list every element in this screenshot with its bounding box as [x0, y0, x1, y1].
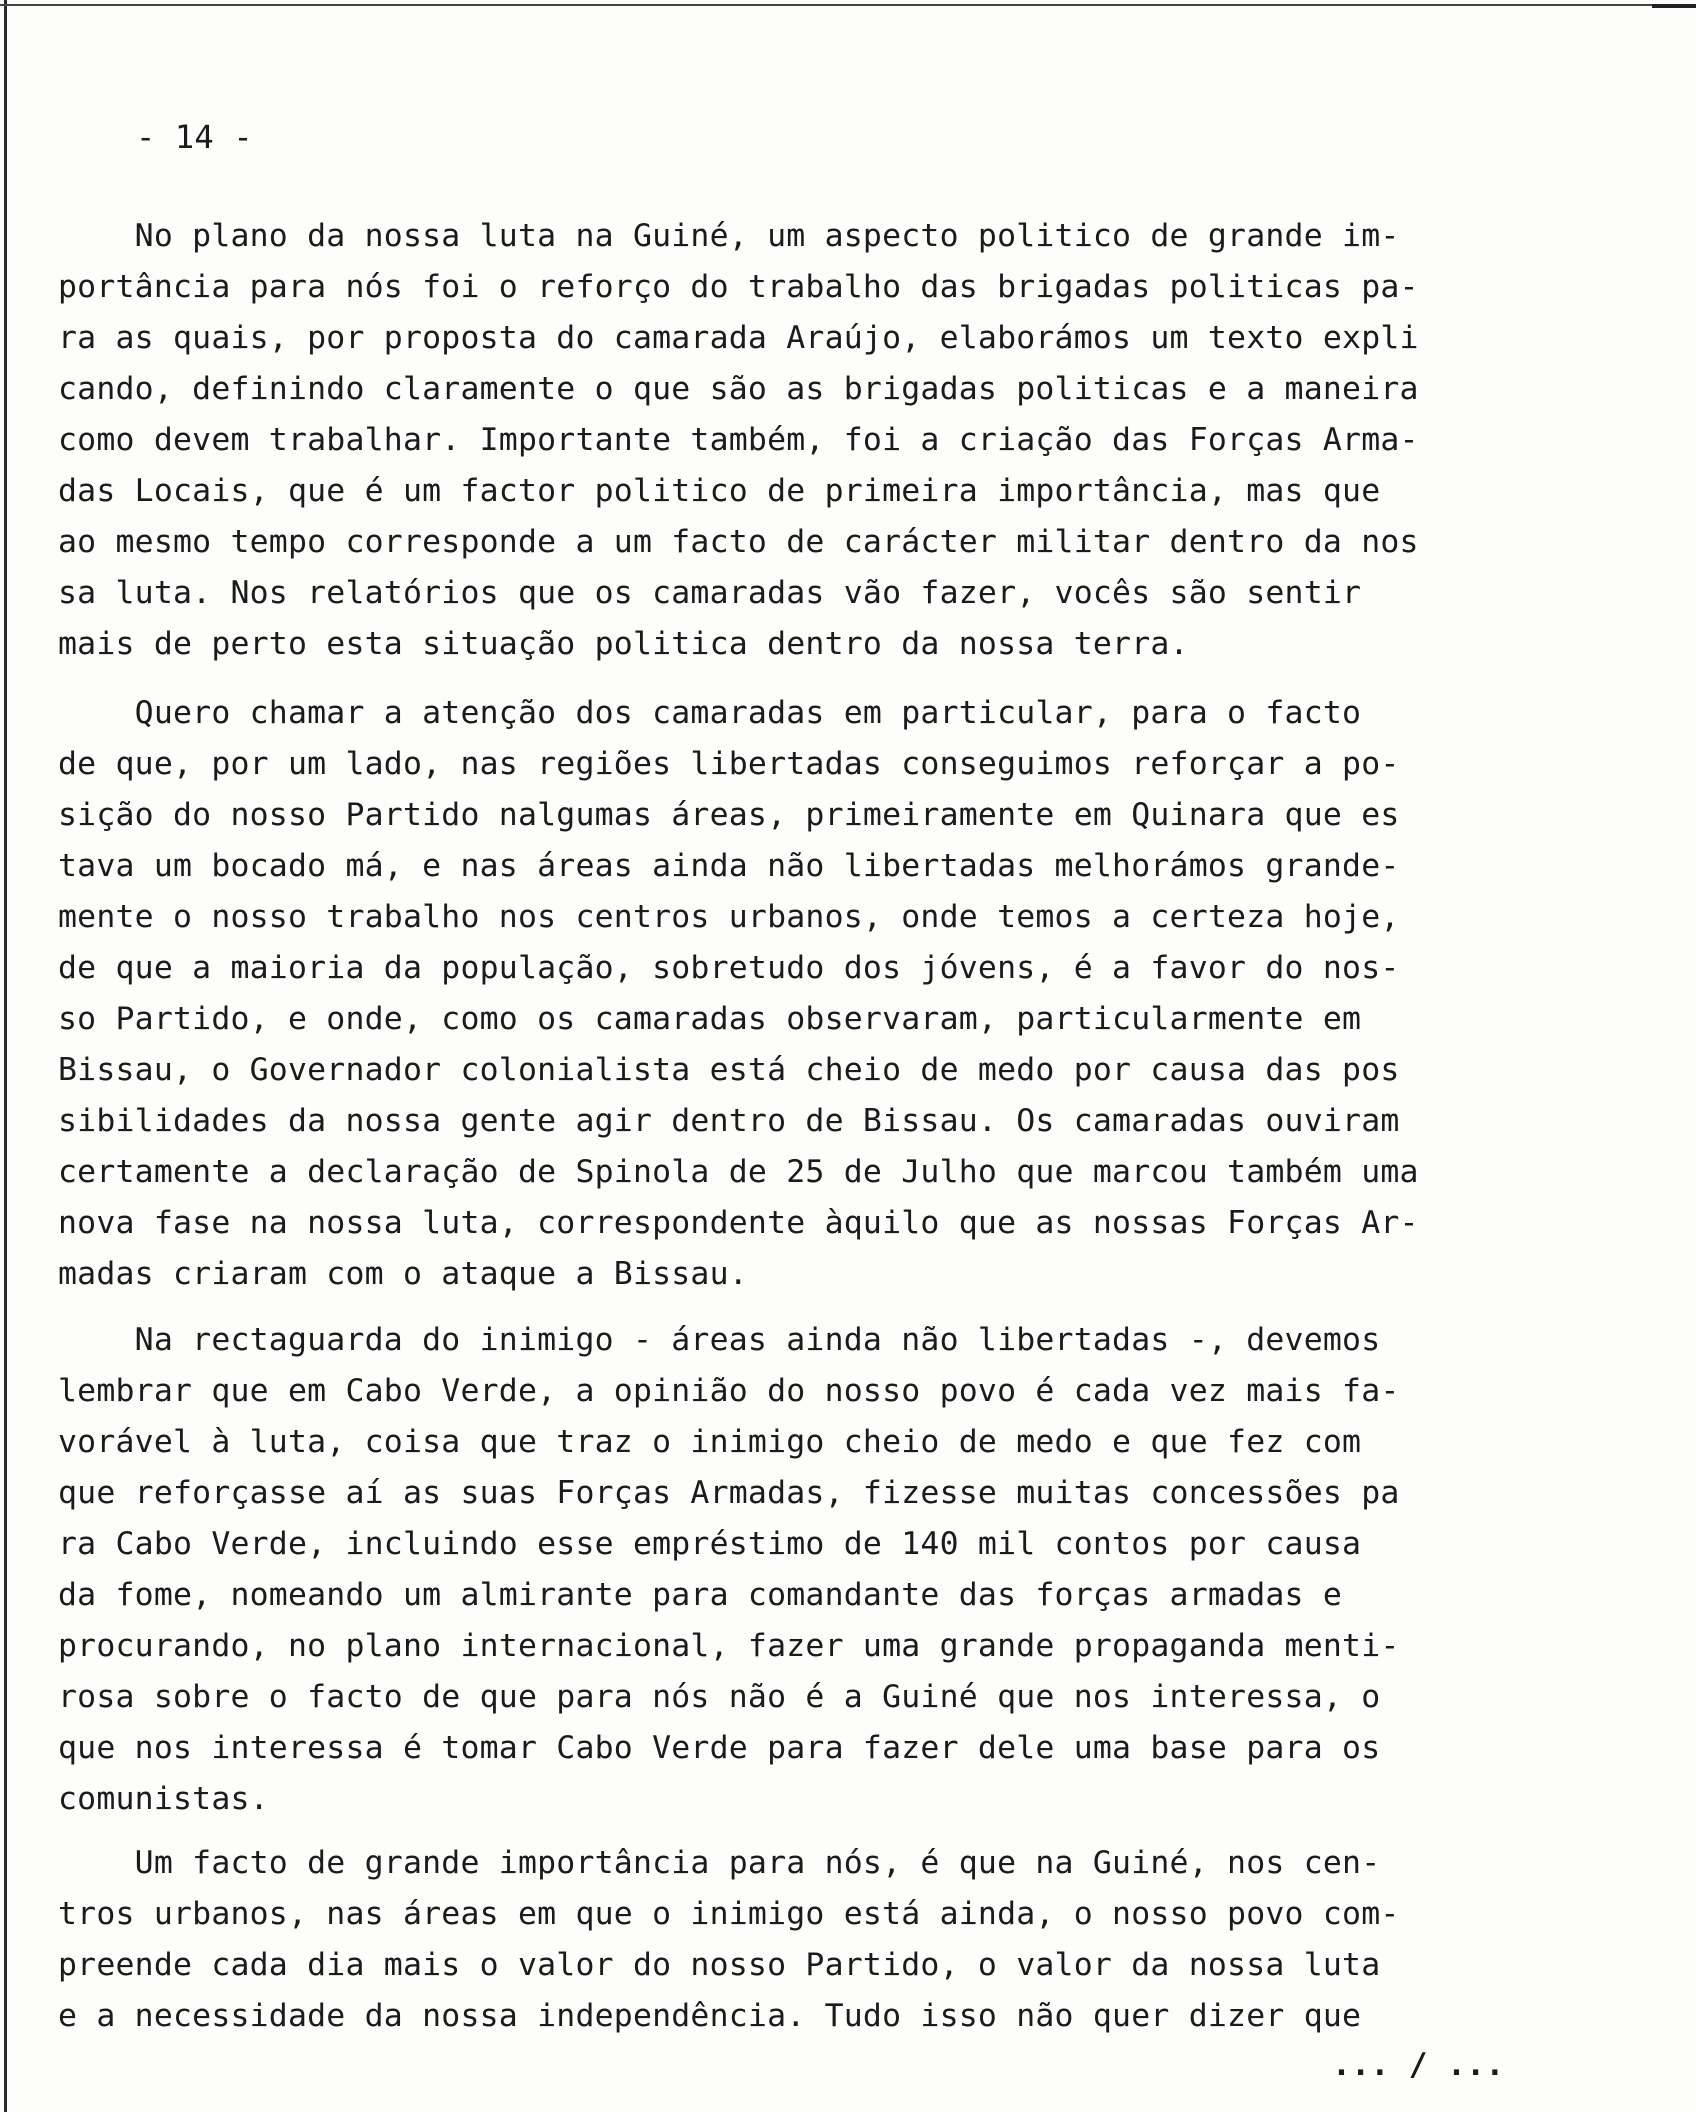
text-line: Quero chamar a atenção dos camaradas em particular, para o facto — [58, 695, 1362, 731]
text-line: No plano da nossa luta na Guiné, um aspecto politico de grande im- — [58, 218, 1400, 254]
text-line: ra as quais, por proposta do camarada Araújo, elaborámos um texto expli — [58, 320, 1419, 356]
text-line: de que a maioria da população, sobretudo dos jóvens, é a favor do nos- — [58, 950, 1400, 986]
page-number: - 14 - — [136, 118, 253, 156]
page-top-right-mark — [1652, 4, 1696, 8]
text-line: procurando, no plano internacional, fazer uma grande propaganda menti- — [58, 1628, 1400, 1664]
text-line: tros urbanos, nas áreas em que o inimigo está ainda, o nosso povo com- — [58, 1896, 1400, 1932]
text-line: so Partido, e onde, como os camaradas observaram, particularmente em — [58, 1001, 1362, 1037]
text-line: mais de perto esta situação politica dentro da nossa terra. — [58, 626, 1189, 662]
text-line: madas criaram com o ataque a Bissau. — [58, 1256, 748, 1292]
text-line: das Locais, que é um factor politico de primeira importância, mas que — [58, 473, 1381, 509]
text-line: Na rectaguarda do inimigo - áreas ainda não libertadas -, devemos — [58, 1322, 1381, 1358]
text-line: portância para nós foi o reforço do trabalho das brigadas politicas pa- — [58, 269, 1419, 305]
page-top-edge — [0, 4, 1696, 6]
text-line: sição do nosso Partido nalgumas áreas, primeiramente em Quinara que es — [58, 797, 1400, 833]
text-line: sa luta. Nos relatórios que os camaradas vão fazer, vocês são sentir — [58, 575, 1362, 611]
text-line: vorável à luta, coisa que traz o inimigo cheio de medo e que fez com — [58, 1424, 1362, 1460]
text-line: preende cada dia mais o valor do nosso Partido, o valor da nossa luta — [58, 1947, 1381, 1983]
text-line: e a necessidade da nossa independência. Tudo isso não quer dizer que — [58, 1998, 1362, 2034]
text-line: ao mesmo tempo corresponde a um facto de carácter militar dentro da nos — [58, 524, 1419, 560]
text-line: que reforçasse aí as suas Forças Armadas, fizesse muitas concessões pa — [58, 1475, 1400, 1511]
text-line: comunistas. — [58, 1781, 269, 1817]
text-line: como devem trabalhar. Importante também, foi a criação das Forças Arma- — [58, 422, 1419, 458]
text-line: da fome, nomeando um almirante para comandante das forças armadas e — [58, 1577, 1343, 1613]
text-line: rosa sobre o facto de que para nós não é a Guiné que nos interessa, o — [58, 1679, 1381, 1715]
text-line: lembrar que em Cabo Verde, a opinião do nosso povo é cada vez mais fa- — [58, 1373, 1400, 1409]
text-line: Um facto de grande importância para nós, é que na Guiné, nos cen- — [58, 1845, 1381, 1881]
text-line: sibilidades da nossa gente agir dentro de Bissau. Os camaradas ouviram — [58, 1103, 1400, 1139]
text-line: nova fase na nossa luta, correspondente àquilo que as nossas Forças Ar- — [58, 1205, 1419, 1241]
text-line: Bissau, o Governador colonialista está cheio de medo por causa das pos — [58, 1052, 1400, 1088]
text-line: tava um bocado má, e nas áreas ainda não libertadas melhorámos grande- — [58, 848, 1400, 884]
text-line: que nos interessa é tomar Cabo Verde para fazer dele uma base para os — [58, 1730, 1381, 1766]
continuation-mark: ... / ... — [1332, 2047, 1505, 2083]
text-line: de que, por um lado, nas regiões libertadas conseguimos reforçar a po- — [58, 746, 1400, 782]
text-line: ra Cabo Verde, incluindo esse empréstimo de 140 mil contos por causa — [58, 1526, 1362, 1562]
page-left-edge — [4, 0, 7, 2112]
text-line: certamente a declaração de Spinola de 25 de Julho que marcou também uma — [58, 1154, 1419, 1190]
text-line: mente o nosso trabalho nos centros urbanos, onde temos a certeza hoje, — [58, 899, 1400, 935]
text-line: cando, definindo claramente o que são as brigadas politicas e a maneira — [58, 371, 1419, 407]
